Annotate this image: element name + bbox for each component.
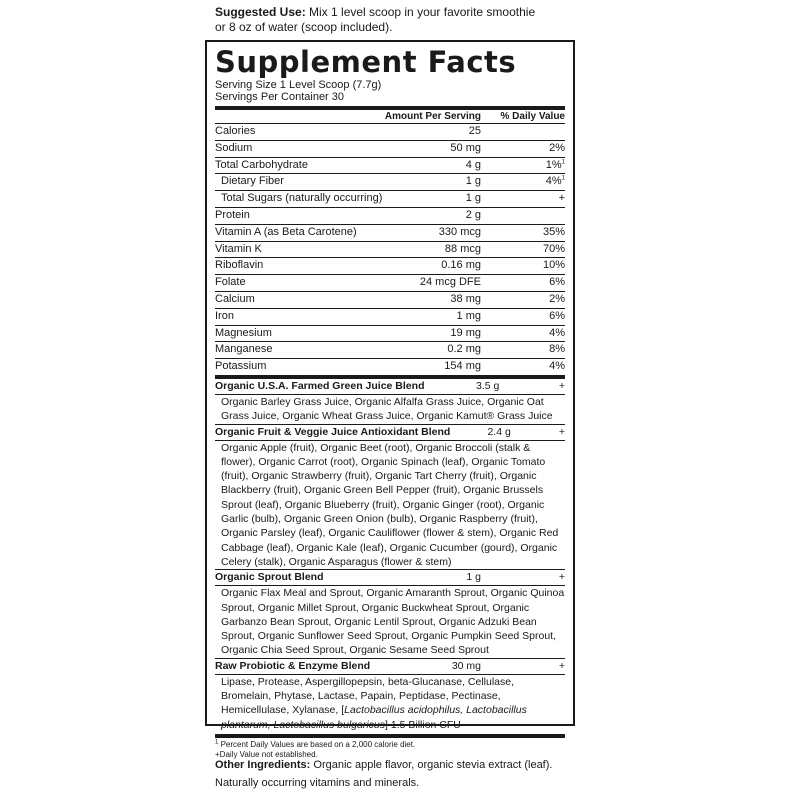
- nutrient-dv: 2%: [549, 141, 565, 154]
- nutrient-row: [215, 173, 565, 190]
- nutrient-name: Calcium: [215, 292, 255, 305]
- nutrient-name: Manganese: [215, 343, 273, 356]
- nutrient-amount: 38 mg: [450, 292, 481, 305]
- header-dv: % Daily Value: [500, 111, 565, 122]
- blend-ingredients: Lipase, Protease, Aspergillopepsin, beta-Glucanase, Cellulase, Bromelain, Phytase, Lactase, Papain, Peptidase, Pectinase, Hemicellulase, Xylanase, [Lactobacillus acidophilus, Lactobacillus plantarum, Lactobacillus bulgaricus] 1.5 Billion CFU: [215, 674, 565, 732]
- nutrient-row: [215, 325, 565, 342]
- nutrient-amount: 19 mg: [450, 326, 481, 339]
- nutrient-row: [215, 157, 565, 174]
- nutrient-name: Vitamin K: [215, 242, 262, 255]
- nutrient-row: [215, 190, 565, 207]
- nutrient-name: Protein: [215, 208, 250, 221]
- serving-size: Serving Size 1 Level Scoop (7.7g): [215, 79, 382, 91]
- nutrient-row: [215, 291, 565, 308]
- nutrient-name: Folate: [215, 276, 246, 289]
- nutrient-dv: 35%: [542, 225, 565, 238]
- nutrient-dv: 4%: [549, 360, 565, 373]
- nutrient-amount: 1 mg: [456, 309, 481, 322]
- nutrient-amount: 1 g: [465, 175, 481, 188]
- nutrient-dv: 70%: [542, 242, 565, 255]
- nutrient-dv: 6%: [549, 276, 565, 289]
- nutrient-row: [215, 341, 565, 358]
- nutrient-amount: 24 mcg DFE: [419, 276, 481, 289]
- nutrient-row: [215, 123, 565, 140]
- nutrient-amount: 0.2 mg: [447, 343, 481, 356]
- supplement-facts-panel: [205, 40, 575, 759]
- nutrient-amount: 0.16 mg: [441, 259, 481, 272]
- blend-dv: +: [558, 659, 565, 672]
- suggested-use: [215, 5, 595, 35]
- nutrient-name: Calories: [215, 125, 256, 137]
- facts-title: Supplement Facts: [215, 45, 517, 79]
- blend-name: Raw Probiotic & Enzyme Blend: [215, 659, 371, 672]
- other-ingredients: [215, 759, 595, 772]
- blend-row: [215, 658, 565, 674]
- blend-name: Organic Sprout Blend: [215, 571, 324, 584]
- nutrient-dv: 8%: [549, 343, 565, 356]
- blend-amount: 2.4 g: [487, 425, 511, 438]
- suggested-use-label: Suggested Use:: [215, 5, 306, 19]
- nutrient-amount: 50 mg: [450, 141, 481, 154]
- nutrient-dv: 4%: [549, 326, 565, 339]
- nutrient-dv: 6%: [549, 309, 565, 322]
- blend-row: [215, 379, 565, 394]
- blend-amount: 1 g: [466, 571, 481, 584]
- nutrient-dv: 2%: [549, 292, 565, 305]
- header-amount: Amount Per Serving: [384, 111, 481, 122]
- nutrient-row: [215, 274, 565, 291]
- nutrient-name: Riboflavin: [215, 259, 264, 272]
- nutrient-dv: [487, 208, 565, 224]
- blend-name: Organic U.S.A. Farmed Green Juice Blend: [215, 379, 425, 392]
- nutrient-row: [215, 207, 565, 224]
- nutrient-name: Iron: [215, 309, 234, 322]
- blend-ingredients: Organic Apple (fruit), Organic Beet (root), Organic Broccoli (stalk & flower), Organic Carrot (root), Organic Spinach (leaf), Organic Tomato (fruit), Organic Strawberry (fruit), Organic Tart Cherry (fruit), Organic Blackberry (fruit), Organic Green Bell Pepper (fruit), Organic Brussels Sprout (leaf), Organic Blueberry (fruit), Organic Ginger (root), Organic Garlic (bulb), Organic Green Onion (bulb), Organic Raspberry (fruit), Organic Parsley (leaf), Organic Cauliflower (flower & stem), Organic Red Cabbage (leaf), Organic Kale (leaf), Organic Cucumber (gourd), Organic Celery (stalk), Organic Asparagus (flower & stem): [215, 440, 565, 570]
- blend-row: [215, 569, 565, 585]
- nutrient-dv: +: [558, 192, 565, 205]
- nutrient-dv: 10%: [542, 259, 565, 272]
- nutrient-row: [215, 308, 565, 325]
- nutrient-name: Total Sugars (naturally occurring): [221, 192, 383, 205]
- other-ingredients-label: Other Ingredients:: [215, 759, 311, 771]
- nutrient-name: Potassium: [215, 360, 267, 373]
- nutrient-name: Vitamin A (as Beta Carotene): [215, 225, 357, 238]
- nutrient-amount: 1 g: [465, 192, 481, 205]
- blend-amount: 3.5 g: [476, 379, 500, 392]
- blend-dv: +: [558, 379, 565, 392]
- blend-row: [215, 424, 565, 440]
- nutrient-row: [215, 257, 565, 274]
- nutrient-dv: 1%$^1$: [545, 158, 565, 171]
- nutrient-row: [215, 358, 565, 375]
- nutrient-dv: [487, 124, 565, 140]
- blend-ingredients: Organic Flax Meal and Sprout, Organic Amaranth Sprout, Organic Quinoa Sprout, Organic Millet Sprout, Organic Buckwheat Sprout, Organic Garbanzo Bean Sprout, Organic Lentil Sprout, Organic Adzuki Bean Sprout, Organic Sunflower Seed Sprout, Organic Pumpkin Seed Sprout, Organic Chia Seed Sprout, Organic Sesame Seed Sprout: [215, 585, 565, 657]
- nutrient-amount: 4 g: [465, 158, 481, 171]
- nutrient-amount: 88 mcg: [444, 242, 481, 255]
- blend-amount: 30 mg: [451, 659, 481, 672]
- suggested-use-text-2: or 8 oz of water (scoop included).: [215, 20, 393, 34]
- nutrient-amount: 154 mg: [444, 360, 481, 373]
- nutrient-dv: 4%$^1$: [545, 175, 565, 188]
- blend-dv: +: [558, 425, 565, 438]
- nutrient-row: [215, 241, 565, 258]
- nutrient-amount: 330 mcg: [438, 225, 481, 238]
- nutrient-name: Dietary Fiber: [221, 175, 284, 188]
- blend-ingredients: Organic Barley Grass Juice, Organic Alfalfa Grass Juice, Organic Oat Grass Juice, Organic Wheat Grass Juice, Organic Kamut® Grass Juice: [215, 394, 565, 424]
- nutrient-amount: 2 g: [465, 208, 481, 221]
- nutrient-row: [215, 140, 565, 157]
- natural-note: Naturally occurring vitamins and minerals.: [215, 777, 420, 789]
- servings-per-container: Servings Per Container 30: [215, 91, 345, 103]
- nutrient-row: [215, 224, 565, 241]
- footnote-not-established: +Daily Value not established.: [215, 749, 318, 759]
- footnote-dv: $^1$ Percent Daily Values are based on a 2,000 calorie diet.: [215, 739, 416, 749]
- other-ingredients-text: Organic apple flavor, organic stevia extract (leaf).: [310, 759, 553, 771]
- suggested-use-text-1: Mix 1 level scoop in your favorite smoothie: [305, 5, 536, 19]
- nutrient-name: Magnesium: [215, 326, 272, 339]
- blend-name: Organic Fruit & Veggie Juice Antioxidant Blend: [215, 425, 451, 438]
- nutrient-amount: 25: [468, 125, 481, 137]
- nutrient-name: Sodium: [215, 141, 253, 154]
- nutrient-name: Total Carbohydrate: [215, 158, 308, 171]
- column-header-row: [215, 110, 565, 123]
- blend-dv: +: [558, 571, 565, 584]
